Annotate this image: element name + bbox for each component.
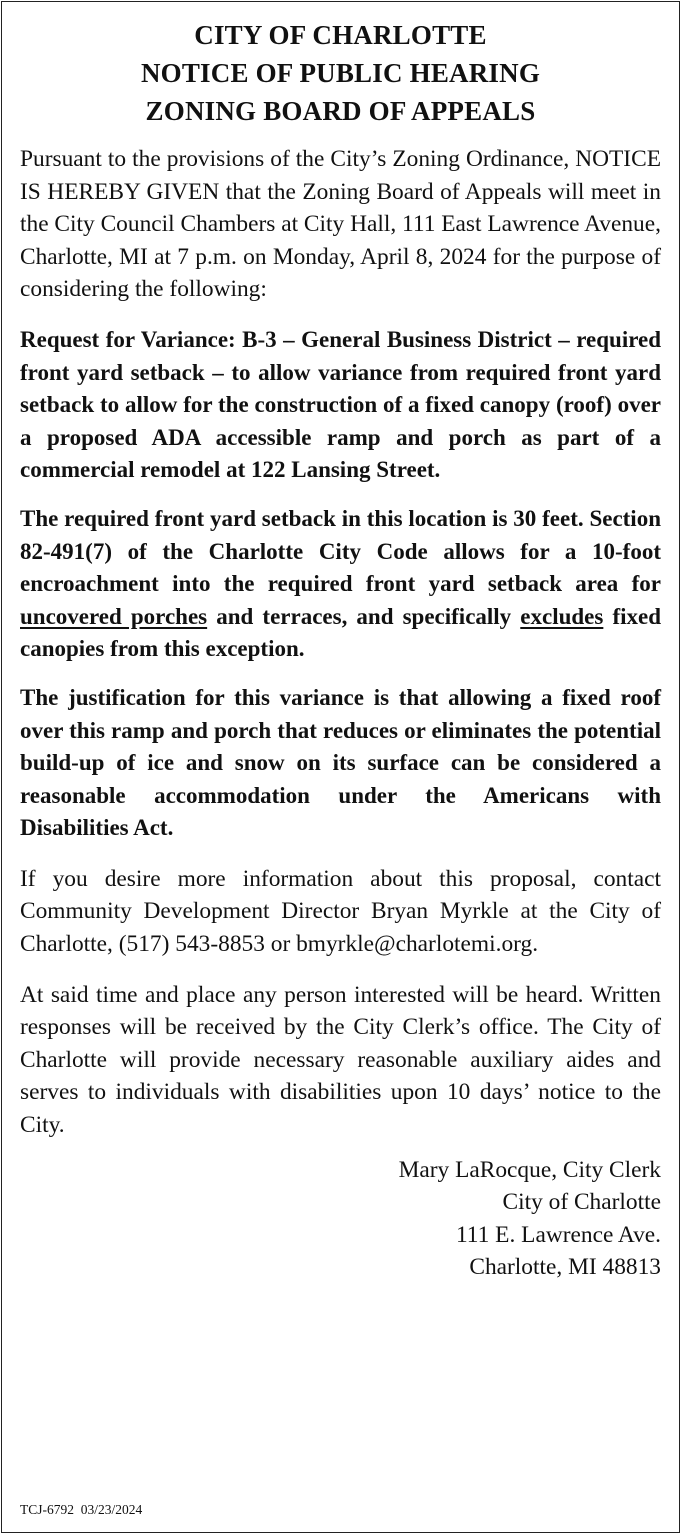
justification-paragraph: The justification for this variance is that allowing a fixed roof over this ramp and porch that reduces or eliminates the potential build-up of ice and snow on its surface can be considered a reasonable accommodation under the Americans with Disabilities Act. <box>20 684 661 841</box>
publication-reference: TCJ-6792 03/23/2024 <box>20 1502 143 1517</box>
title-line-1: CITY OF CHARLOTTE <box>194 20 487 50</box>
setback-paragraph <box>20 503 661 666</box>
clerk-organization: City of Charlotte <box>502 1189 661 1216</box>
variance-request-paragraph: Request for Variance: B-3 – General Business District – required front yard setback – to allow variance from required front yard setback to allow for the construction of a fixed canopy (roof) over a proposed ADA accessible ramp and porch as part of a commercial remodel at 122 Lansing Street. <box>20 326 661 483</box>
uncovered-porches-emphasis: uncovered porches <box>20 603 208 629</box>
clerk-name: Mary LaRocque, City Clerk <box>398 1156 661 1183</box>
public-notice <box>1 1 680 1533</box>
setback-text-2: and terraces, and specifically <box>207 603 521 629</box>
setback-text-3: fixed canopies from this exception. <box>20 603 661 662</box>
hearing-paragraph: At said time and place any person interested will be heard. Written responses will be received by the City Clerk’s office. The City of Charlotte will provide necessary reasonable auxiliary aides and serves to individuals with disabilities upon 10 days’ notice to the City. <box>20 981 661 1139</box>
notice-title <box>2 16 679 130</box>
clerk-street-address: 111 E. Lawrence Ave. <box>455 1221 661 1248</box>
clerk-city-state-zip: Charlotte, MI 48813 <box>469 1254 661 1281</box>
excludes-emphasis: excludes <box>520 603 604 629</box>
setback-text-1: The required front yard setback in this location is 30 feet. Section 82-491(7) of the Charlotte City Code allows for a 10-foot encroachment into the required front yard setback area for <box>20 505 661 597</box>
title-line-3: ZONING BOARD OF APPEALS <box>145 96 536 126</box>
intro-paragraph: Pursuant to the provisions of the City’s Zoning Ordinance, NOTICE IS HEREBY GIVEN that the Zoning Board of Appeals will meet in the City Council Chambers at City Hall, 111 East Lawrence Avenue, Charlotte, MI at 7 p.m. on Monday, April 8, 2024 for the purpose of considering the following: <box>20 146 661 303</box>
title-line-2: NOTICE OF PUBLIC HEARING <box>140 58 541 88</box>
contact-paragraph: If you desire more information about this proposal, contact Community Development Director Bryan Myrkle at the City of Charlotte, (517) 543-8853 or bmyrkle@charlotemi.org. <box>20 865 661 958</box>
signature-block <box>20 1154 661 1284</box>
notice-body <box>2 143 679 1284</box>
